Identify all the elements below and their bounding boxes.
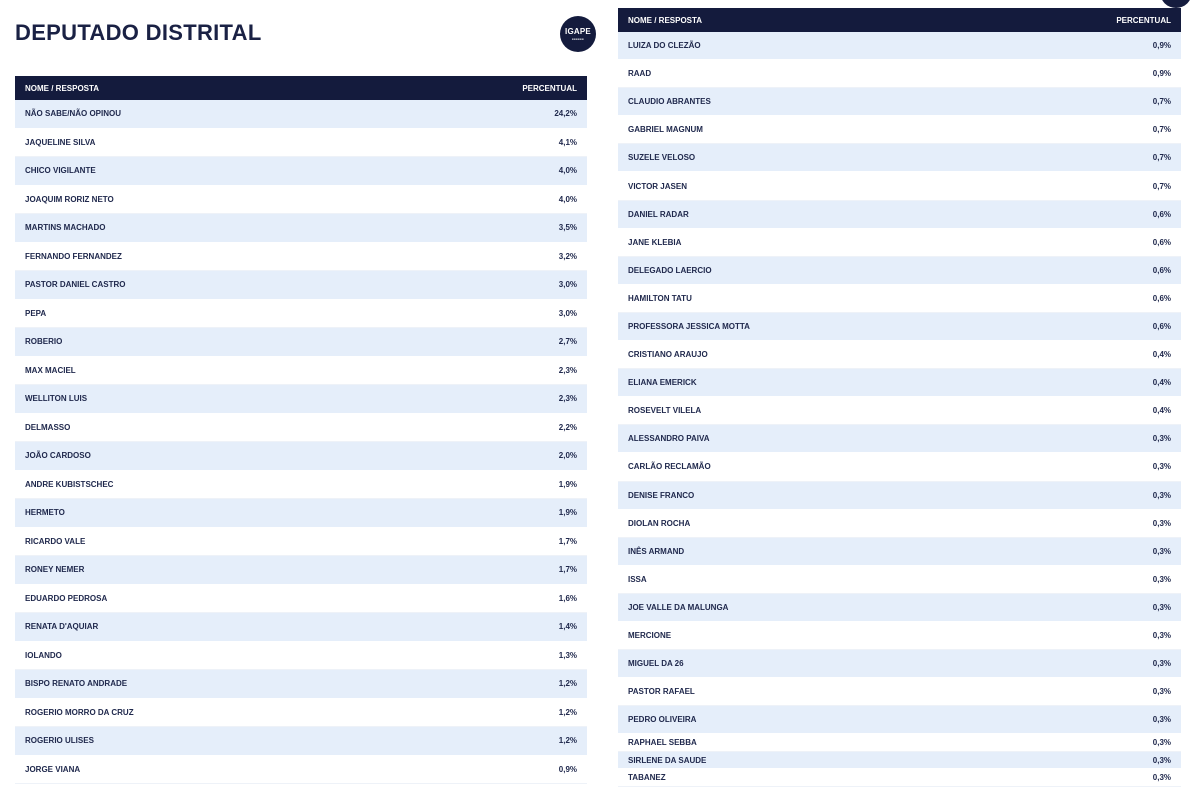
candidate-name: FERNANDO FERNANDEZ bbox=[25, 251, 122, 261]
candidate-name: PASTOR DANIEL CASTRO bbox=[25, 280, 126, 290]
candidate-percent: 0,6% bbox=[1152, 237, 1171, 247]
candidate-name: ROGERIO MORRO DA CRUZ bbox=[25, 707, 134, 717]
candidate-percent: 3,2% bbox=[558, 251, 577, 261]
column-header-name: NOME / RESPOSTA bbox=[25, 83, 100, 93]
table-row bbox=[15, 727, 587, 756]
column-header-name: NOME / RESPOSTA bbox=[628, 15, 703, 25]
candidate-name: ANDRE KUBISTSCHEC bbox=[25, 479, 114, 489]
candidate-percent: 0,6% bbox=[1152, 293, 1171, 303]
candidate-percent: 0,7% bbox=[1152, 181, 1171, 191]
candidate-percent: 2,0% bbox=[558, 451, 577, 461]
table-body bbox=[618, 32, 1181, 787]
candidate-percent: 3,5% bbox=[558, 223, 577, 233]
candidate-percent: 0,3% bbox=[1152, 602, 1171, 612]
candidate-percent: 1,9% bbox=[558, 508, 577, 518]
candidate-percent: 0,7% bbox=[1152, 125, 1171, 135]
candidate-percent: 0,7% bbox=[1152, 97, 1171, 107]
candidate-percent: 0,6% bbox=[1152, 321, 1171, 331]
candidate-name: ROBERIO bbox=[25, 337, 63, 347]
candidate-name: MIGUEL DA 26 bbox=[628, 659, 684, 669]
candidate-name: PASTOR RAFAEL bbox=[628, 687, 695, 697]
candidate-percent: 0,3% bbox=[1152, 631, 1171, 641]
table-row bbox=[618, 650, 1181, 678]
table-row bbox=[15, 214, 587, 243]
candidate-percent: 2,2% bbox=[558, 422, 577, 432]
candidate-percent: 0,3% bbox=[1152, 659, 1171, 669]
candidate-percent: 0,3% bbox=[1152, 687, 1171, 697]
candidate-percent: 1,7% bbox=[558, 536, 577, 546]
candidate-name: JOÃO CARDOSO bbox=[25, 451, 91, 461]
candidate-name: BISPO RENATO ANDRADE bbox=[25, 679, 128, 689]
table-row bbox=[15, 100, 587, 129]
table-row bbox=[618, 32, 1181, 60]
table-row bbox=[15, 442, 587, 471]
candidate-name: RAPHAEL SEBBA bbox=[628, 738, 697, 748]
candidate-name: MARTINS MACHADO bbox=[25, 223, 106, 233]
candidate-name: TABANEZ bbox=[628, 773, 666, 783]
table-row bbox=[618, 313, 1181, 341]
table-row bbox=[618, 510, 1181, 538]
candidate-percent: 0,4% bbox=[1152, 350, 1171, 360]
candidate-name: PEDRO OLIVEIRA bbox=[628, 715, 697, 725]
candidate-name: RENATA D'AQUIAR bbox=[25, 622, 99, 632]
candidate-name: JORGE VIANA bbox=[25, 764, 81, 774]
table-row bbox=[15, 385, 587, 414]
candidate-percent: 1,2% bbox=[558, 679, 577, 689]
candidate-name: JAQUELINE SILVA bbox=[25, 137, 96, 147]
candidate-percent: 0,9% bbox=[1152, 41, 1171, 51]
candidate-percent: 0,3% bbox=[1152, 462, 1171, 472]
candidate-name: RONEY NEMER bbox=[25, 565, 85, 575]
candidate-name: MAX MACIEL bbox=[25, 365, 76, 375]
table-row bbox=[618, 482, 1181, 510]
candidate-percent: 0,9% bbox=[558, 764, 577, 774]
table-row bbox=[15, 243, 587, 272]
table-row bbox=[15, 186, 587, 215]
candidate-name: IOLANDO bbox=[25, 650, 62, 660]
table-row bbox=[618, 60, 1181, 88]
table-row bbox=[15, 357, 587, 386]
candidate-percent: 0,9% bbox=[1152, 69, 1171, 79]
igape-logo bbox=[560, 16, 596, 52]
column-header-percent: PERCENTUAL bbox=[1116, 15, 1171, 25]
logo-subtext-decoration: ■■■■■■ bbox=[571, 37, 585, 41]
candidate-name: LUIZA DO CLEZÃO bbox=[628, 41, 701, 51]
candidate-percent: 3,0% bbox=[558, 308, 577, 318]
table-row bbox=[15, 129, 587, 158]
table-row bbox=[618, 622, 1181, 650]
table-row bbox=[15, 556, 587, 585]
candidate-percent: 0,3% bbox=[1152, 434, 1171, 444]
candidate-name: NÃO SABE/NÃO OPINOU bbox=[25, 109, 122, 119]
table-header bbox=[618, 8, 1181, 32]
candidate-name: DIOLAN ROCHA bbox=[628, 518, 691, 528]
table-row bbox=[618, 566, 1181, 594]
candidate-percent: 1,9% bbox=[558, 479, 577, 489]
table-row bbox=[15, 613, 587, 642]
table-row bbox=[15, 585, 587, 614]
candidate-percent: 0,6% bbox=[1152, 209, 1171, 219]
page-title: DEPUTADO DISTRITAL bbox=[15, 20, 262, 45]
table-row bbox=[15, 300, 587, 329]
candidate-name: ALESSANDRO PAIVA bbox=[628, 434, 710, 444]
candidate-percent: 0,3% bbox=[1152, 574, 1171, 584]
candidate-name: CHICO VIGILANTE bbox=[25, 166, 96, 176]
table-row bbox=[618, 116, 1181, 144]
candidate-percent: 0,3% bbox=[1152, 490, 1171, 500]
candidate-percent: 2,7% bbox=[558, 337, 577, 347]
table-row bbox=[618, 369, 1181, 397]
candidate-name: DENISE FRANCO bbox=[628, 490, 695, 500]
candidate-percent: 1,2% bbox=[558, 736, 577, 746]
table-row bbox=[15, 756, 587, 785]
candidate-percent: 1,6% bbox=[558, 593, 577, 603]
table-row bbox=[15, 328, 587, 357]
logo-text: IGAPE bbox=[565, 27, 591, 36]
table-row bbox=[15, 471, 587, 500]
table-row bbox=[15, 271, 587, 300]
candidate-percent: 4,1% bbox=[558, 137, 577, 147]
candidate-name: ROSEVELT VILELA bbox=[628, 406, 702, 416]
table-row bbox=[618, 144, 1181, 172]
candidate-percent: 3,0% bbox=[558, 280, 577, 290]
table-row bbox=[618, 453, 1181, 481]
candidate-name: RAAD bbox=[628, 69, 652, 79]
candidate-name: DANIEL RADAR bbox=[628, 209, 689, 219]
candidate-name: CARLÃO RECLAMÃO bbox=[628, 462, 711, 472]
candidate-percent: 0,3% bbox=[1152, 715, 1171, 725]
candidate-name: CLAUDIO ABRANTES bbox=[628, 97, 711, 107]
candidate-percent: 0,3% bbox=[1152, 546, 1171, 556]
column-header-percent: PERCENTUAL bbox=[522, 83, 577, 93]
candidate-percent: 2,3% bbox=[558, 394, 577, 404]
table-row bbox=[618, 88, 1181, 116]
candidate-percent: 4,0% bbox=[558, 166, 577, 176]
candidate-name: HAMILTON TATU bbox=[628, 293, 692, 303]
candidate-name: CRISTIANO ARAUJO bbox=[628, 350, 708, 360]
table-body bbox=[15, 100, 587, 784]
corner-badge-icon bbox=[1160, 0, 1192, 8]
candidate-percent: 0,7% bbox=[1152, 153, 1171, 163]
candidate-name: MERCIONE bbox=[628, 631, 672, 641]
candidate-percent: 1,2% bbox=[558, 707, 577, 717]
candidate-name: HERMETO bbox=[25, 508, 65, 518]
candidate-percent: 4,0% bbox=[558, 194, 577, 204]
candidate-percent: 1,3% bbox=[558, 650, 577, 660]
candidate-name: EDUARDO PEDROSA bbox=[25, 593, 108, 603]
candidate-percent: 0,6% bbox=[1152, 265, 1171, 275]
candidate-name: VICTOR JASEN bbox=[628, 181, 687, 191]
table-row bbox=[618, 734, 1181, 752]
candidate-name: WELLITON LUIS bbox=[25, 394, 88, 404]
candidate-name: SIRLENE DA SAUDE bbox=[628, 755, 707, 765]
candidate-percent: 1,4% bbox=[558, 622, 577, 632]
candidate-percent: 0,4% bbox=[1152, 406, 1171, 416]
candidate-name: PEPA bbox=[25, 308, 47, 318]
table-row bbox=[15, 670, 587, 699]
candidate-percent: 2,3% bbox=[558, 365, 577, 375]
table-row bbox=[15, 528, 587, 557]
table-row bbox=[15, 699, 587, 728]
table-row bbox=[618, 257, 1181, 285]
candidate-percent: 0,3% bbox=[1152, 518, 1171, 528]
candidate-percent: 1,7% bbox=[558, 565, 577, 575]
candidate-name: RICARDO VALE bbox=[25, 536, 86, 546]
candidate-name: ROGERIO ULISES bbox=[25, 736, 94, 746]
candidate-name: JANE KLEBIA bbox=[628, 237, 682, 247]
table-row bbox=[618, 341, 1181, 369]
table-row bbox=[618, 285, 1181, 313]
results-table-left bbox=[15, 76, 587, 784]
candidate-percent: 24,2% bbox=[554, 109, 577, 119]
table-row bbox=[618, 172, 1181, 200]
table-row bbox=[618, 201, 1181, 229]
table-row bbox=[618, 594, 1181, 622]
candidate-name: GABRIEL MAGNUM bbox=[628, 125, 703, 135]
candidate-percent: 0,3% bbox=[1152, 773, 1171, 783]
candidate-percent: 0,3% bbox=[1152, 755, 1171, 765]
table-row bbox=[15, 642, 587, 671]
table-row bbox=[15, 414, 587, 443]
candidate-percent: 0,4% bbox=[1152, 378, 1171, 388]
table-row bbox=[618, 769, 1181, 787]
table-row bbox=[15, 499, 587, 528]
table-row bbox=[618, 706, 1181, 734]
candidate-name: ISSA bbox=[628, 574, 647, 584]
table-row bbox=[618, 397, 1181, 425]
table-header bbox=[15, 76, 587, 100]
candidate-name: DELMASSO bbox=[25, 422, 71, 432]
table-row bbox=[618, 752, 1181, 770]
table-row bbox=[618, 538, 1181, 566]
candidate-name: JOAQUIM RORIZ NETO bbox=[25, 194, 114, 204]
candidate-name: ELIANA EMERICK bbox=[628, 378, 697, 388]
candidate-name: SUZELE VELOSO bbox=[628, 153, 696, 163]
candidate-name: DELEGADO LAERCIO bbox=[628, 265, 712, 275]
table-row bbox=[618, 678, 1181, 706]
table-row bbox=[618, 229, 1181, 257]
table-row bbox=[15, 157, 587, 186]
candidate-name: PROFESSORA JESSICA MOTTA bbox=[628, 321, 750, 331]
results-table-right bbox=[618, 8, 1181, 787]
table-row bbox=[618, 425, 1181, 453]
candidate-name: INÊS ARMAND bbox=[628, 546, 685, 556]
candidate-percent: 0,3% bbox=[1152, 738, 1171, 748]
candidate-name: JOE VALLE DA MALUNGA bbox=[628, 602, 729, 612]
